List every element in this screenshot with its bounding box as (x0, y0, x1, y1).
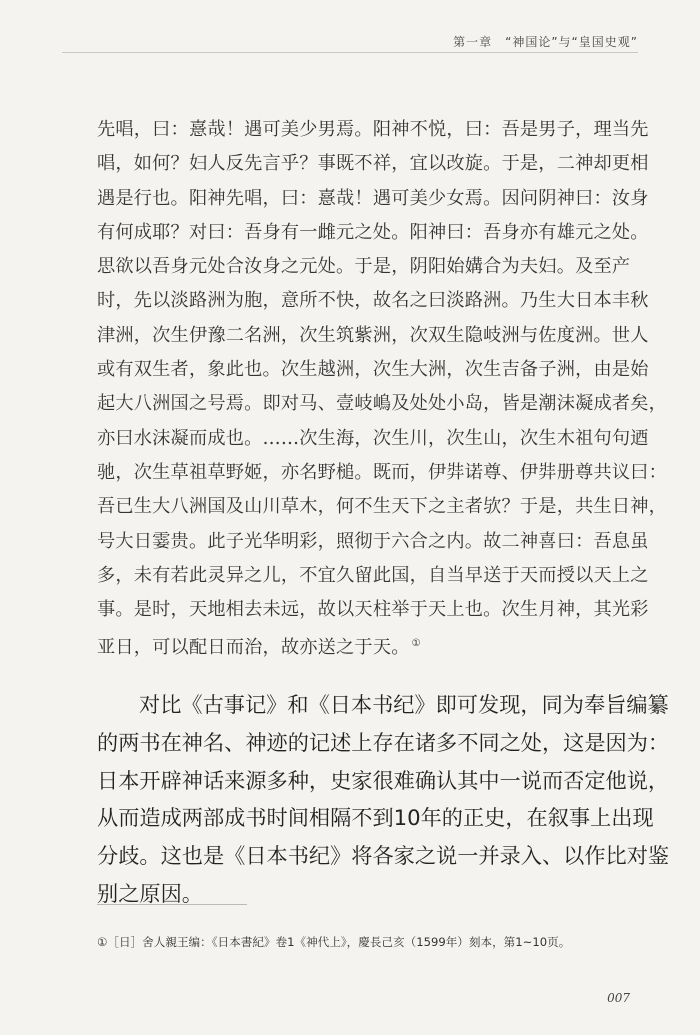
body-line: 别之原因。 (97, 880, 203, 906)
body-line: 对比《古事记》和《日本书纪》即可发现，同为奉旨编纂 (139, 692, 669, 717)
quote-line: 思欲以吾身元处合汝身之元处。于是，阴阳始媾合为夫妇。及至产 (97, 256, 631, 278)
running-header: 第一章 “神国论”与“皇国史观” (453, 35, 638, 49)
body-line: 分歧。这也是《日本书纪》将各家之说一并录入、以作比对鉴 (97, 843, 670, 869)
body-line: 从而造成两部成书时间相隔不到10年的正史，在叙事上出现 (97, 805, 654, 831)
quote-line: 事。是时，天地相去未远，故以天柱举于天上也。次生月神，其光彩 (97, 599, 649, 621)
footnote-divider (97, 904, 247, 905)
quote-line: 津洲，次生伊豫二名洲，次生筑紫洲，次双生隐岐洲与佐度洲。世人 (97, 324, 649, 346)
quote-line: 亦曰水沫凝而成也。……次生海，次生川，次生山，次生木祖句句迺 (97, 427, 649, 449)
quote-line: 起大八洲国之号焉。即对马、壹岐嶋及处处小岛，皆是潮沫凝成者矣， (97, 393, 668, 415)
quote-line: 吾已生大八洲国及山川草木，何不生天下之主者欤？于是，共生日神， (97, 496, 668, 518)
quote-line: 或有双生者，象此也。次生越洲，次生大洲，次生吉备子洲，由是始 (97, 359, 649, 381)
footnote-reference[interactable]: ① (411, 638, 421, 650)
quote-line: 唱，如何？妇人反先言乎？事既不祥，宜以改旋。于是，二神却更相 (97, 153, 649, 175)
header-divider (62, 52, 638, 53)
quote-line: 号大日霎贵。此子光华明彩，照彻于六合之内。故二神喜曰：吾息虽 (97, 530, 649, 552)
quoted-passage (97, 113, 668, 666)
quote-line: 多，未有若此灵异之儿，不宜久留此国，自当早送于天而授以天上之 (97, 564, 649, 586)
quote-line: 时，先以淡路洲为胞，意所不快，故名之曰淡路洲。乃生大日本丰秋 (97, 290, 649, 312)
body-line: 的两书在神名、神迹的记述上存在诸多不同之处，这是因为： (97, 729, 670, 755)
quote-last-line (97, 627, 657, 665)
quote-line: 驰，次生草祖草野姬，亦名野槌。既而，伊弉诺尊、伊弉册尊共议曰： (97, 461, 668, 483)
footnote-text: ①［日］舍人親王编：《日本書紀》卷1《神代上》，慶長己亥（1599年）刻本，第1~10页。 (97, 935, 571, 949)
quote-line: 遇是行也。阳神先唱，曰：憙哉！遇可美少女焉。因问阴神曰：汝身 (97, 187, 649, 209)
page-number: 007 (607, 991, 630, 1005)
body-paragraph (97, 686, 670, 913)
quote-line: 有何成耶？对曰：吾身有一雌元之处。阳神曰：吾身亦有雄元之处。 (97, 221, 649, 243)
body-line: 日本开辟神话来源多种，史家很难确认其中一说而否定他说， (97, 767, 670, 793)
quote-line: 先唱，曰：憙哉！遇可美少男焉。阳神不悦，曰：吾是男子，理当先 (97, 119, 649, 140)
quote-line: 亚日，可以配日而治，故亦送之于天。 (97, 637, 410, 659)
